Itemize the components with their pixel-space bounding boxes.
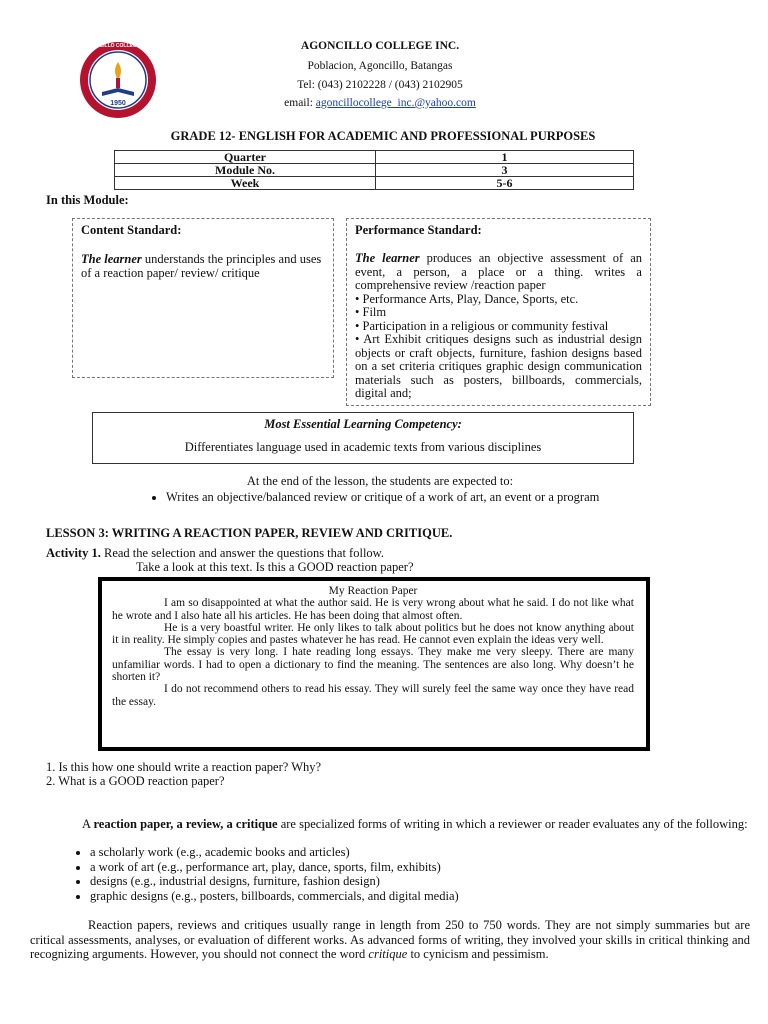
reaction-paper-paragraph: I am so disappointed at what the author said. He is very wrong about what he said. I do not like what he wrote and I also hate all his articles. He has been doing that almost often. <box>112 597 634 622</box>
reaction-paper-paragraph: I do not recommend others to read his essay. They will surely feel the same way once they have read the essay. <box>112 683 634 708</box>
lesson-title: LESSON 3: WRITING A REACTION PAPER, REVIEW AND CRITIQUE. <box>46 526 453 540</box>
table-cell-value: 5-6 <box>376 177 634 190</box>
definition-list <box>70 845 459 903</box>
activity-label: Activity 1. <box>46 546 101 560</box>
competency-text: Differentiates language used in academic texts from various disciplines <box>184 440 542 454</box>
competency-box <box>92 412 634 464</box>
list-item: • Performance Arts, Play, Dance, Sports, etc. <box>355 291 579 306</box>
question-2: 2. What is a GOOD reaction paper? <box>46 774 225 788</box>
table-row <box>115 164 634 177</box>
table-row <box>115 151 634 164</box>
content-standard-box <box>72 218 334 378</box>
logo-year: 1950 <box>110 100 126 107</box>
school-email-line <box>180 97 580 109</box>
reaction-paper-box <box>98 577 650 751</box>
competency-title: Most Essential Learning Competency: <box>264 417 462 431</box>
email-link[interactable]: agoncillocollege_inc.@yahoo.com <box>315 97 476 109</box>
activity-line <box>46 546 384 561</box>
performance-standard-lead: The learner <box>355 251 420 265</box>
performance-standard-text: The learner produces an objective assessment of an event, a person, a place or a thing. writes a comprehensive review /reaction paper <box>355 251 642 292</box>
school-logo <box>78 40 158 120</box>
table-cell-label: Quarter <box>115 151 376 164</box>
content-standard-title: Content Standard: <box>81 223 182 237</box>
reaction-paper-paragraph: The essay is very long. I hate reading long essays. They make me very sleepy. There are many unfamiliar words. I had to open a dictionary to find the meaning. The sentences are also long. Why doesn’t he shorten it? <box>112 646 634 684</box>
school-telephone: Tel: (043) 2102228 / (043) 2102905 <box>297 79 463 91</box>
activity-instruction: Read the selection and answer the questions that follow. <box>100 546 385 560</box>
definition-terms: reaction paper, a review, a critique <box>93 817 278 831</box>
closing-paragraph: Reaction papers, reviews and critiques usually range in length from 250 to 750 words. They are not simply summaries but are critical assessments, analyses, or evaluation of different works. As advanced forms of writing, they involved your skills in critical thinking and recognizing arguments. However, you should not connect the word critique to cynicism and pessimism. <box>30 918 750 961</box>
module-info-table <box>114 150 634 190</box>
list-item: • graphic designs (e.g., posters, billboards, commercials, and digital media) <box>90 889 459 904</box>
objectives-list <box>146 490 599 505</box>
list-item: • a work of art (e.g., performance art, play, dance, sports, film, exhibits) <box>90 860 459 875</box>
list-item: • designs (e.g., industrial designs, furniture, fashion design) <box>90 874 459 889</box>
list-item: • a scholarly work (e.g., academic books and articles) <box>90 845 459 860</box>
definition-paragraph: A reaction paper, a review, a critique are specialized forms of writing in which a reviewer or reader evaluates any of the following: <box>82 817 748 831</box>
table-cell-value: 3 <box>376 164 634 177</box>
table-row <box>115 177 634 190</box>
school-name: AGONCILLO COLLEGE INC. <box>300 40 460 52</box>
content-standard-text: The learner understands the principles and uses of a reaction paper/ review/ critique <box>81 252 322 280</box>
table-cell-label: Week <box>115 177 376 190</box>
table-cell-label: Module No. <box>115 164 376 177</box>
performance-standard-title: Performance Standard: <box>355 223 482 237</box>
activity-prompt: Take a look at this text. Is this a GOOD reaction paper? <box>136 560 414 574</box>
content-standard-lead: The learner <box>81 252 142 266</box>
course-title: GRADE 12- ENGLISH FOR ACADEMIC AND PROFESSIONAL PURPOSES <box>170 129 596 143</box>
question-1: 1. Is this how one should write a reaction paper? Why? <box>46 760 322 774</box>
email-label: email: <box>284 97 316 109</box>
list-item: • Participation in a religious or community festival <box>355 318 609 333</box>
table-cell-value: 1 <box>376 151 634 164</box>
list-item: • Film <box>355 305 387 319</box>
critique-word: critique <box>368 947 408 961</box>
performance-standard-box <box>346 218 651 406</box>
reaction-paper-title: My Reaction Paper <box>328 585 418 597</box>
in-module-label: In this Module: <box>46 193 129 207</box>
reaction-paper-paragraph: He is a very boastful writer. He only likes to talk about politics but he does not know anything about it in reality. He simply copies and pastes whatever he has read. He cannot even explain the ideas very well. <box>112 621 634 647</box>
school-address: Poblacion, Agoncillo, Batangas <box>307 60 453 72</box>
logo-ring-text: AGONCILLO COLLEGE INC. <box>84 43 152 49</box>
list-item: • Art Exhibit critiques designs such as industrial design objects or craft objects, furniture, fashion designs based on a set criteria critiques graphic design communication materials such as posters, billboards, commercials, digital and; <box>355 332 642 400</box>
list-item: • Writes an objective/balanced review or critique of a work of art, an event or a program <box>166 490 599 505</box>
objectives-intro: At the end of the lesson, the students are expected to: <box>246 474 514 488</box>
